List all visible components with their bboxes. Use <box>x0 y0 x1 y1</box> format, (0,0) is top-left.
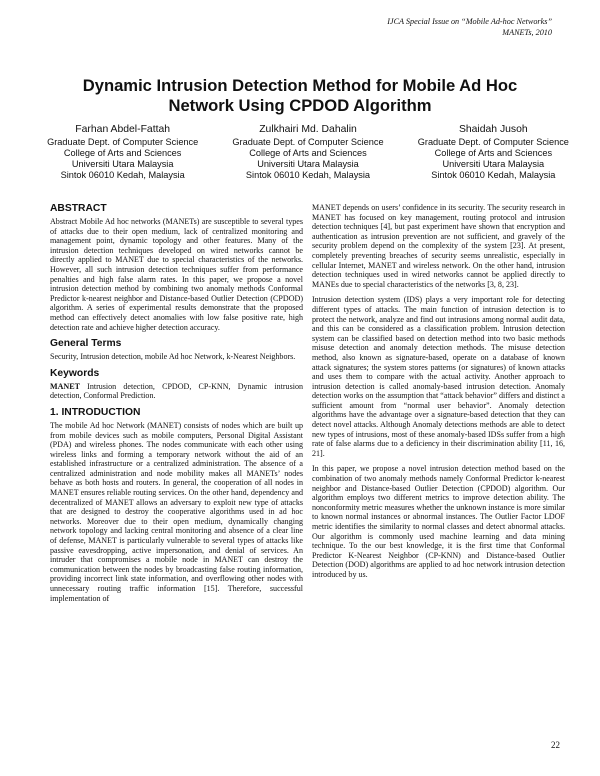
left-column <box>50 203 303 609</box>
keywords-text <box>50 382 303 401</box>
author-block <box>30 123 586 181</box>
author-name: Shaidah Jusoh <box>458 124 528 135</box>
title-line-1: Dynamic Intrusion Detection Method for Mobile Ad Hoc <box>82 76 518 95</box>
header-issue: MANETs, 2010 <box>502 27 552 37</box>
author-addr: Sintok 06010 Kedah, Malaysia <box>60 170 185 180</box>
author-univ: Universiti Utara Malaysia <box>442 159 545 169</box>
author-name: Farhan Abdel-Fattah <box>75 124 171 135</box>
author-dept: Graduate Dept. of Computer Science <box>417 137 569 147</box>
general-terms-heading: General Terms <box>50 338 122 350</box>
author-univ: Universiti Utara Malaysia <box>257 159 359 169</box>
right-column <box>312 203 565 586</box>
author-college: College of Arts and Sciences <box>249 148 367 158</box>
author-college: College of Arts and Sciences <box>63 148 182 158</box>
intro-paragraph-3: In this paper, we propose a novel intrusion detection method based on the combination of two anomaly methods namely Conformal Predictor k-nearest neighbor and Distance-based Outlier Detection (CPDOD) algorithm. Our algorithm employs two different metrics to improve detection ability. The nonconformity metric measures whether the unknown instance is more similar to known normal instances or abnormal instances. The Outlier Factor LDOF metric identifies the similarity to normal classes and detect abnormal attacks. Our algorithm is commonly used machine learning and data mining technique. To the our best knowledge, it is the first time that Conformal Predictor K-Nearest Neighbor (CP-KNN) and Distance-based Outlier Detection (DOD) algorithms are applied to ad hoc network intrusion detection introduced by us. <box>312 464 565 579</box>
abstract-text: Abstract Mobile Ad hoc networks (MANETs) are susceptible to several types of attacks due to their open medium, lack of centralized monitoring and management point, dynamic topology and other features. Many of the intrusion detection techniques developed on wired networks cannot be directly applied to MANET due to special characteristics of the networks. However, all such intrusion detection techniques suffer from performance penalties and high false alarm rates. In this paper, we propose a novel intrusion detection method by combining two anomaly methods Conformal Predictor k-nearest neighbor and Distance-based Outlier Detection (CPDOD) algorithm. A series of experimental results demonstrate that the proposed method can effectively detect anomalies with low false positive rate, high detection rate and achieve higher detection accuracy. <box>50 217 303 332</box>
keywords-heading: Keywords <box>50 367 100 379</box>
author-univ: Universiti Utara Malaysia <box>71 159 174 169</box>
author-addr: Sintok 06010 Kedah, Malaysia <box>245 170 371 180</box>
abstract-heading: ABSTRACT <box>50 203 107 214</box>
header-journal: IJCA Special Issue on “Mobile Ad-hoc Networks” <box>387 17 552 26</box>
title-line-2: Network Using CPDOD Algorithm <box>168 96 432 115</box>
author-2 <box>215 123 400 181</box>
running-header <box>387 17 552 38</box>
keywords-list: Intrusion detection, CPDOD, CP-KNN, Dynamic intrusion detection, Conformal Prediction. <box>50 381 303 401</box>
author-dept: Graduate Dept. of Computer Science <box>232 137 384 147</box>
author-college: College of Arts and Sciences <box>434 148 553 158</box>
author-name: Zulkhairi Md. Dahalin <box>259 124 357 135</box>
paper-title <box>40 76 560 116</box>
author-1 <box>30 123 215 181</box>
author-dept: Graduate Dept. of Computer Science <box>47 137 199 147</box>
intro-paragraph-1-continued: MANET depends on users’ confidence in its security. The security research in MANET has focused on key management, routing protocol and intrusion detection techniques [4], but past experiment have shown that encryption and authentication as intrusion prevention are not sufficient, and gravely of the security problem depend on the complexity of the system [23]. At present, completely preventing breaches of security seems unrealistic, especially in cellular Internet, MANET and wireless network. On the other hand, intrusion detection techniques used in wired networks cannot be applied directly to MANEs due to special characteristics of the networks [3, 8, 23]. <box>312 203 565 289</box>
author-addr: Sintok 06010 Kedah, Malaysia <box>431 170 556 180</box>
introduction-heading: 1. INTRODUCTION <box>50 406 141 418</box>
author-3 <box>401 123 586 181</box>
page-number: 22 <box>551 740 560 750</box>
general-terms-text: Security, Intrusion detection, mobile Ad hoc Network, k-Nearest Neighbors. <box>50 352 296 362</box>
intro-paragraph-1: The mobile Ad hoc Network (MANET) consists of nodes which are built up from mobile devices such as mobile computers, Personal Digital Assistant (PDA) and wireless phones. The nodes communicate with each other using wireless links and forming a temporary network without the aid of an established infrastructure or a centralized administration. The absence of a centralized administration and node mobility makes all MANETs’ nodes behave as both hosts and routers. In general, the cooperation of all nodes in MANET ensures reliable routing services. On the other hand, dependency and decentralized of MANET allows an adversary to exploit new type of attacks that are designed to destroy the cooperative algorithms used in ad hoc networks. Moreover due to their open medium, dynamically changing network topology and lacking central monitoring and absence of a clear line of defense, MANET is particularly vulnerable to several types of attacks like passive eavesdropping, active impersonation, and denial of services. An intruder that compromises a mobile node in MANET can destroy the communication between the nodes by broadcasting false routing information, providing incorrect link state information, and overflowing other nodes with unnecessary routing traffic information [15]. Therefore, successful implementation of <box>50 420 303 603</box>
keywords-lead: MANET <box>50 381 80 391</box>
intro-paragraph-2: Intrusion detection system (IDS) plays a very important role for detecting different types of attacks. The main function of intrusion detection is to protect the network, analyze and find out intrusions among normal audit data, and this can be considered as a classification problem. Intrusion detection system can be classified based on detection method into two basic methods misuse detection and anomaly detection methods. The misuse detection method, also known as signature-based, operate on a database of known attack signatures; the system stores patterns (or signatures) of known attacks and uses them to compare with the actual activity. Another approach to intrusion detection is called anomaly-based intrusion detection. Anomaly detection works on the assumption that “attack behavior” differs and distinct a sufficient amount from “normal user behavior”. Anomaly detection algorithms have the advantage over a signature-based detection that they can detect novel attacks. Although Anomaly detections methods are able to detect new types of intrusions, most of these anomaly-based IDSs suffer from a high rate of false alarms due to a deficiency in their discrimination ability [11, 16, 21]. <box>312 295 565 458</box>
